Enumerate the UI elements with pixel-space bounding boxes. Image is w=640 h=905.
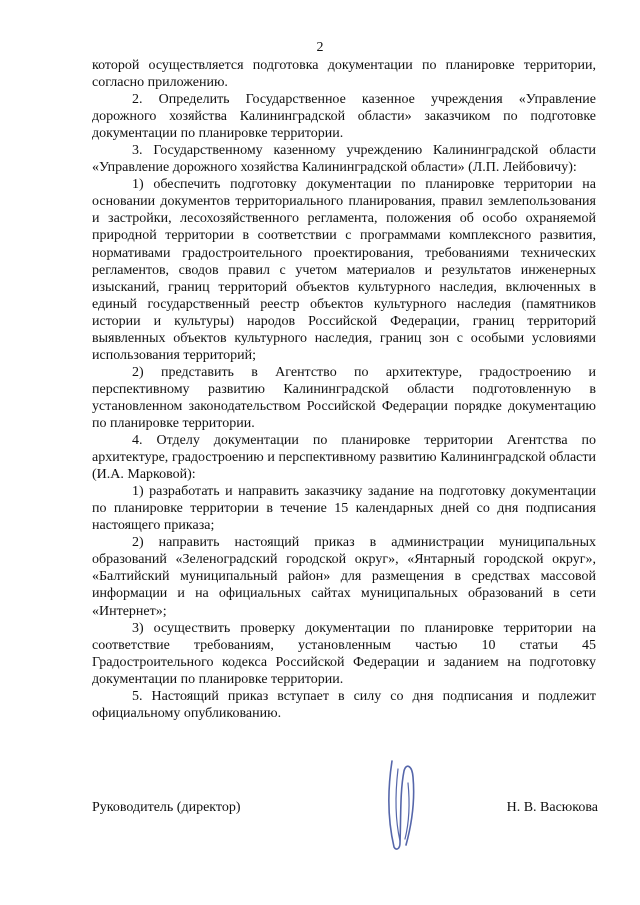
signatory-title: Руководитель (директор) <box>92 800 241 815</box>
paragraph-item-3: 3. Государственному казенному учреждению Калининградской области «Управление дорожного хозяйства Калининградской области» (Л.П. Лейбовичу): <box>92 143 596 176</box>
signatory-name: Н. В. Васюкова <box>506 800 598 815</box>
paragraph-item-4-sub-3: 3) осуществить проверку документации по планировке территории на соответствие требованиям, установленным частью 10 статьи 45 Градостроительного кодекса Российской Федерации и заданием на подготовку документации по планировке территории. <box>92 620 596 687</box>
paragraph-item-3-sub-2: 2) представить в Агентство по архитектуре, градостроению и перспективному развитию Калининградской области подготовленную в установленном законодательством Российской Федерации порядке документацию по планировке территории. <box>92 364 596 431</box>
paragraph-item-4-sub-1: 1) разработать и направить заказчику задание на подготовку документации по планировке территории в течение 15 календарных дней со дня подписания настоящего приказа; <box>92 484 596 534</box>
page-number: 2 <box>316 40 324 55</box>
handwritten-signature <box>378 757 426 853</box>
paragraph-item-4-sub-2: 2) направить настоящий приказ в администрации муниципальных образований «Зеленоградский городской округ», «Янтарный городской округ», «Балтийский муниципальный район» для размещения в средствах массовой информации и на официальных сайтах муниципальных образований в сети «Интернет»; <box>92 535 596 619</box>
paragraph-item-5: 5. Настоящий приказ вступает в силу со дня подписания и подлежит официальному опубликованию. <box>92 688 596 721</box>
paragraph-item-2: 2. Определить Государственное казенное учреждения «Управление дорожного хозяйства Калининградской области» заказчиком по подготовке документации по планировке территории. <box>92 92 596 142</box>
document-body <box>92 57 596 722</box>
paragraph-item-4: 4. Отделу документации по планировке территории Агентства по архитектуре, градостроению и перспективному развитию Калининградской области (И.А. Марковой): <box>92 433 596 483</box>
paragraph-item-3-sub-1: 1) обеспечить подготовку документации по планировке территории на основании документов территориального планирования, правил землепользования и застройки, лесохозяйственного регламента, положения об особо охраняемой природной территории в соответствии с программами комплексного развития, нормативами градостроительного проектирования, требованиями технических регламентов, сводов правил с учетом материалов и результатов инженерных изысканий, границ территорий объектов культурного наследия, включенных в единый государственный реестр объектов культурного наследия (памятников истории и культуры) народов Российской Федерации, границ территорий выявленных объектов культурного наследия, границ зон с особыми условиями использования территорий; <box>92 177 596 363</box>
paragraph-continuation: которой осуществляется подготовка документации по планировке территории, согласно приложению. <box>92 58 596 91</box>
